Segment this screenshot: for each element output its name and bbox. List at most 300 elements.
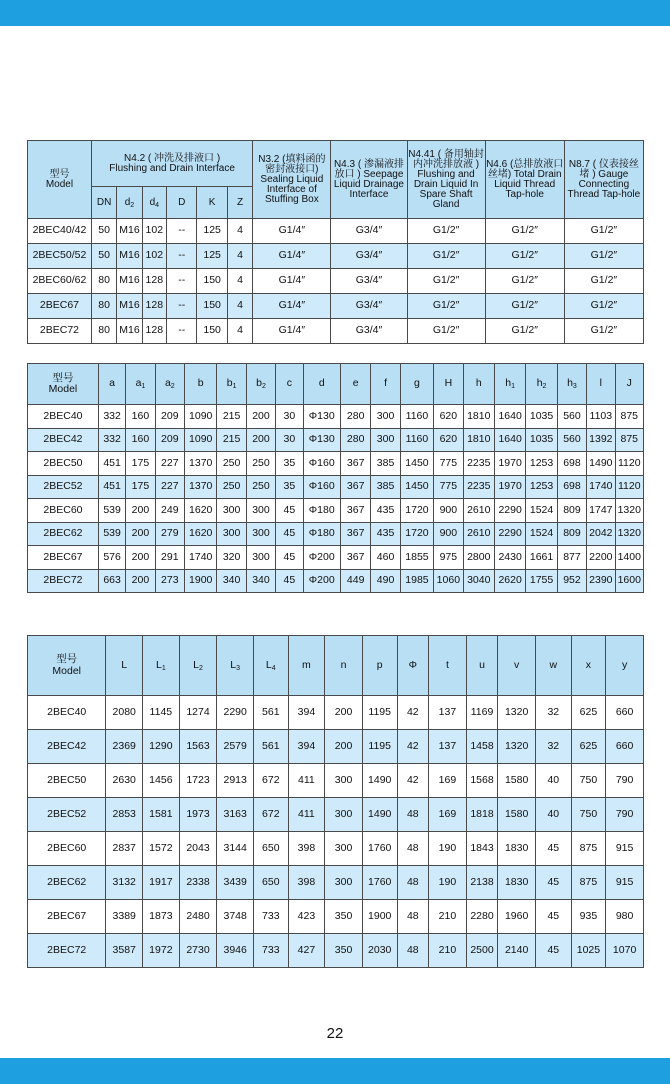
table-cell: 200 — [325, 730, 363, 764]
column-header — [434, 364, 463, 405]
model-cell: 2BEC40/42 — [28, 219, 92, 244]
column-header-symbol: l — [599, 377, 602, 390]
column-header — [179, 636, 217, 696]
table-cell: 1740 — [185, 546, 217, 570]
model-cell: 2BEC72 — [28, 319, 92, 344]
table-cell: 1490 — [362, 764, 397, 798]
table-row — [28, 546, 644, 570]
model-cell: 2BEC52 — [28, 798, 106, 832]
nozzle-interface-table — [27, 140, 644, 344]
table-cell: 790 — [606, 764, 644, 798]
table-cell: 1985 — [400, 569, 433, 593]
table-row — [28, 900, 644, 934]
table-cell: 128 — [142, 319, 166, 344]
table-cell: 1720 — [400, 522, 433, 546]
table-cell: 2043 — [179, 832, 217, 866]
table-cell: G3/4″ — [331, 244, 407, 269]
table-cell: 2369 — [106, 730, 143, 764]
table-cell: 1810 — [463, 405, 494, 429]
table-cell: 1755 — [526, 569, 557, 593]
n43-header: N4.3 ( 渗漏液排放口 ) Seepage Liquid Drainage Interface — [331, 141, 407, 219]
table-cell: 190 — [429, 832, 467, 866]
table-row — [28, 319, 644, 344]
column-header-symbol: h — [505, 377, 512, 390]
table-cell: 250 — [217, 452, 246, 476]
table-cell: 435 — [371, 499, 400, 523]
model-header-en: Model — [48, 383, 78, 395]
table-cell: 1195 — [362, 696, 397, 730]
column-header-subscript: 3 — [572, 383, 577, 391]
column-header — [362, 636, 397, 696]
table-cell: 1855 — [400, 546, 433, 570]
table-cell: 394 — [288, 696, 325, 730]
table-cell: 435 — [371, 522, 400, 546]
table-cell: 80 — [91, 294, 116, 319]
table-cell: 698 — [557, 475, 586, 499]
table-cell: 1320 — [615, 522, 644, 546]
column-header-symbol: h — [475, 377, 482, 390]
table-cell: 385 — [371, 452, 400, 476]
table-cell: 1450 — [400, 475, 433, 499]
table-cell: 48 — [397, 900, 429, 934]
table-cell: 200 — [126, 499, 155, 523]
table-cell: 367 — [340, 452, 370, 476]
table-cell: 1490 — [362, 798, 397, 832]
model-cell: 2BEC72 — [28, 569, 99, 593]
table-cell: 250 — [246, 452, 275, 476]
table-cell: G3/4″ — [331, 319, 407, 344]
table-cell: 1392 — [587, 428, 615, 452]
column-header-symbol: b — [256, 377, 262, 390]
table-cell: 625 — [571, 730, 606, 764]
table-cell: 2837 — [106, 832, 143, 866]
table-cell: M16 — [117, 294, 142, 319]
column-header — [526, 364, 557, 405]
table-cell: G1/2″ — [407, 244, 485, 269]
table-cell: 300 — [246, 546, 275, 570]
column-header-symbol: L — [155, 658, 162, 671]
column-header — [400, 364, 433, 405]
table-cell: 250 — [217, 475, 246, 499]
table-cell: 367 — [340, 546, 370, 570]
column-header — [217, 636, 254, 696]
table-cell: 2140 — [498, 934, 536, 968]
table-cell: 250 — [246, 475, 275, 499]
column-header — [126, 364, 155, 405]
column-header — [325, 636, 363, 696]
table-cell: 975 — [434, 546, 463, 570]
table-cell: 875 — [615, 428, 644, 452]
column-header — [288, 636, 325, 696]
table-cell: 1090 — [185, 405, 217, 429]
table-cell: 4 — [227, 269, 252, 294]
table-cell: 3040 — [463, 569, 494, 593]
column-header — [185, 364, 217, 405]
table-cell: 102 — [142, 219, 166, 244]
table-cell: 2290 — [494, 522, 525, 546]
table-cell: 2913 — [217, 764, 254, 798]
model-cell: 2BEC72 — [28, 934, 106, 968]
table-cell: 2338 — [179, 866, 217, 900]
table-cell: 1740 — [587, 475, 615, 499]
column-header-symbol: b — [226, 377, 233, 390]
table-cell: 210 — [429, 934, 467, 968]
table-cell: 398 — [288, 832, 325, 866]
table-cell: G1/2″ — [407, 319, 485, 344]
model-cell: 2BEC60 — [28, 499, 99, 523]
table-cell: 561 — [253, 730, 288, 764]
n441-header: N4.41 ( 备用轴封内冲洗排放液 ) Flushing and Drain Liquid In Spare Shaft Gland — [407, 141, 485, 219]
table-cell: 169 — [429, 764, 467, 798]
table-cell: 200 — [325, 696, 363, 730]
table-cell: 3946 — [217, 934, 254, 968]
dimension-table-b — [27, 635, 644, 968]
column-header — [466, 636, 498, 696]
table-cell: 3748 — [217, 900, 254, 934]
table-cell: 1972 — [143, 934, 180, 968]
table-cell: 279 — [155, 522, 184, 546]
table-cell: 1370 — [185, 452, 217, 476]
table-cell: 1900 — [185, 569, 217, 593]
table-cell: 3587 — [106, 934, 143, 968]
table-cell: 1830 — [498, 866, 536, 900]
table-cell: 45 — [276, 499, 303, 523]
table-cell: M16 — [117, 319, 142, 344]
table-cell: 200 — [246, 428, 275, 452]
table-cell: 1160 — [400, 428, 433, 452]
column-header — [494, 364, 525, 405]
table-cell: Φ130 — [303, 405, 340, 429]
table-cell: G1/2″ — [564, 294, 643, 319]
model-cell: 2BEC60 — [28, 832, 106, 866]
table-cell: G1/2″ — [407, 269, 485, 294]
column-header-subscript: 2 — [261, 383, 266, 391]
model-cell: 2BEC60/62 — [28, 269, 92, 294]
table-cell: 1917 — [143, 866, 180, 900]
table-cell: 1195 — [362, 730, 397, 764]
column-header-symbol: e — [352, 377, 359, 390]
table-cell: 4 — [227, 219, 252, 244]
table-cell: 1640 — [494, 405, 525, 429]
table-cell: 449 — [340, 569, 370, 593]
table-cell: 775 — [434, 452, 463, 476]
table-cell: 35 — [276, 452, 303, 476]
table-cell: 1580 — [498, 764, 536, 798]
column-header-subscript: 4 — [155, 201, 160, 209]
table-cell: 2500 — [466, 934, 498, 968]
table-cell: 300 — [325, 764, 363, 798]
table-cell: G1/2″ — [564, 269, 643, 294]
table-cell: 733 — [253, 934, 288, 968]
table-cell: 210 — [429, 900, 467, 934]
table-cell: 1160 — [400, 405, 433, 429]
table-cell: 2042 — [587, 522, 615, 546]
table-cell: 1873 — [143, 900, 180, 934]
table-cell: 385 — [371, 475, 400, 499]
table-cell: 561 — [253, 696, 288, 730]
table-cell: 45 — [535, 900, 571, 934]
table-cell: 1458 — [466, 730, 498, 764]
table-cell: 1370 — [185, 475, 217, 499]
table-cell: 332 — [98, 428, 125, 452]
column-header-subscript: 2 — [542, 383, 547, 391]
table-cell: 1970 — [494, 475, 525, 499]
column-header-symbol: a — [164, 377, 171, 390]
column-header — [371, 364, 400, 405]
model-cell: 2BEC52 — [28, 475, 99, 499]
column-header-symbol: n — [340, 658, 347, 671]
table-cell: Φ180 — [303, 499, 340, 523]
table-cell: 1290 — [143, 730, 180, 764]
table-row — [28, 934, 644, 968]
table-cell: 620 — [434, 428, 463, 452]
table-cell: 300 — [246, 522, 275, 546]
table-row — [28, 428, 644, 452]
table-cell: 1747 — [587, 499, 615, 523]
column-header — [246, 364, 275, 405]
table-cell: 398 — [288, 866, 325, 900]
table-cell: 1563 — [179, 730, 217, 764]
column-header — [117, 187, 142, 219]
table-cell: 200 — [126, 522, 155, 546]
column-header-symbol: v — [514, 658, 520, 671]
table-cell: 1490 — [587, 452, 615, 476]
model-header — [28, 636, 106, 696]
column-header-symbol: H — [444, 377, 453, 390]
model-header-cn: 型号 — [52, 371, 74, 384]
table-cell: 150 — [197, 269, 227, 294]
column-header — [253, 636, 288, 696]
column-header — [397, 636, 429, 696]
table-cell: G1/2″ — [485, 294, 564, 319]
table-cell: 980 — [606, 900, 644, 934]
table-cell: 1456 — [143, 764, 180, 798]
dimension-table-a — [27, 363, 644, 593]
table-cell: 128 — [142, 269, 166, 294]
table-cell: 4 — [227, 294, 252, 319]
table-cell: G3/4″ — [331, 219, 407, 244]
model-header-en: Model — [52, 664, 81, 677]
table-row — [28, 294, 644, 319]
table-cell: 1900 — [362, 900, 397, 934]
table-row — [28, 832, 644, 866]
table-cell: 1103 — [587, 405, 615, 429]
table-cell: Φ160 — [303, 452, 340, 476]
table-row — [28, 269, 644, 294]
table-cell: 1760 — [362, 832, 397, 866]
table-cell: 280 — [340, 428, 370, 452]
table-cell: 1450 — [400, 452, 433, 476]
table-cell: 2430 — [494, 546, 525, 570]
column-header-symbol: c — [286, 377, 292, 390]
table-cell: 1973 — [179, 798, 217, 832]
table-cell: 2290 — [217, 696, 254, 730]
table-cell: M16 — [117, 269, 142, 294]
table-cell: M16 — [117, 219, 142, 244]
table-cell: 209 — [155, 405, 184, 429]
model-header-en: Model — [45, 178, 74, 190]
table-cell: 1810 — [463, 428, 494, 452]
table-cell: 1025 — [571, 934, 606, 968]
table-cell: 394 — [288, 730, 325, 764]
table-cell: 915 — [606, 866, 644, 900]
table-cell: 698 — [557, 452, 586, 476]
column-header-symbol: K — [208, 196, 216, 208]
table-cell: 350 — [325, 900, 363, 934]
table-cell: 2290 — [494, 499, 525, 523]
table-cell: 160 — [126, 428, 155, 452]
table-cell: 300 — [246, 499, 275, 523]
table-cell: 1970 — [494, 452, 525, 476]
table-cell: 427 — [288, 934, 325, 968]
table-row — [28, 499, 644, 523]
table-cell: G1/2″ — [485, 244, 564, 269]
table-cell: 50 — [91, 219, 116, 244]
table-cell: 137 — [429, 730, 467, 764]
table-cell: Φ180 — [303, 522, 340, 546]
table-cell: 2630 — [106, 764, 143, 798]
table-cell: 175 — [126, 475, 155, 499]
table-cell: Φ160 — [303, 475, 340, 499]
table-cell: 877 — [557, 546, 586, 570]
n42-title: N4.2 ( 冲洗及排液口 ) — [124, 152, 221, 164]
table-cell: 300 — [217, 499, 246, 523]
table-cell: 125 — [197, 219, 227, 244]
column-header — [535, 636, 571, 696]
table-cell: 2280 — [466, 900, 498, 934]
table-cell: 2579 — [217, 730, 254, 764]
column-header-symbol: L — [230, 658, 237, 671]
column-header-symbol: u — [479, 658, 485, 671]
table-cell: 1070 — [606, 934, 644, 968]
column-header-subscript: 1 — [141, 383, 146, 391]
table-cell: 350 — [325, 934, 363, 968]
table-cell: 3163 — [217, 798, 254, 832]
table-cell: 1723 — [179, 764, 217, 798]
table-cell: 169 — [429, 798, 467, 832]
table-cell: 150 — [197, 294, 227, 319]
column-header — [91, 187, 116, 219]
table-cell: 48 — [397, 866, 429, 900]
table-cell: 1320 — [498, 696, 536, 730]
table-row — [28, 730, 644, 764]
table-cell: 1400 — [615, 546, 644, 570]
table-cell: 45 — [535, 934, 571, 968]
column-header — [340, 364, 370, 405]
table-cell: 1120 — [615, 452, 644, 476]
table-cell: 2390 — [587, 569, 615, 593]
column-header — [166, 187, 196, 219]
n46-header: N4.6 (总排放液口丝堵) Total Drain Liquid Thread Tap-hole — [485, 141, 564, 219]
column-header-symbol: x — [585, 658, 592, 671]
column-header — [557, 364, 586, 405]
table-cell: 300 — [217, 522, 246, 546]
table-row — [28, 405, 644, 429]
table-cell: 2480 — [179, 900, 217, 934]
table-cell: 42 — [397, 696, 429, 730]
column-header-subscript: 3 — [236, 664, 241, 672]
table-cell: 340 — [217, 569, 246, 593]
table-cell: 227 — [155, 452, 184, 476]
column-header-symbol: D — [178, 196, 186, 208]
table-row — [28, 219, 644, 244]
column-header-symbol: g — [414, 377, 420, 390]
table-cell: 300 — [371, 405, 400, 429]
table-cell: 30 — [276, 428, 303, 452]
table-cell: 2030 — [362, 934, 397, 968]
column-header-subscript: 2 — [130, 201, 135, 209]
column-header-symbol: t — [445, 658, 449, 671]
column-header-symbol: d — [149, 196, 156, 208]
table-cell: 35 — [276, 475, 303, 499]
table-row — [28, 696, 644, 730]
table-row — [28, 798, 644, 832]
table-cell: 209 — [155, 428, 184, 452]
table-cell: G3/4″ — [331, 269, 407, 294]
table-cell: 367 — [340, 475, 370, 499]
table-cell: 50 — [91, 244, 116, 269]
model-cell: 2BEC67 — [28, 546, 99, 570]
column-header-symbol: h — [567, 377, 573, 390]
model-header-cn: 型号 — [56, 653, 78, 666]
table-cell: 2730 — [179, 934, 217, 968]
table-cell: 576 — [98, 546, 125, 570]
table-cell: 48 — [397, 798, 429, 832]
table-cell: 1760 — [362, 866, 397, 900]
table-cell: 249 — [155, 499, 184, 523]
table-cell: 2853 — [106, 798, 143, 832]
column-header-symbol: a — [109, 377, 115, 390]
table-cell: 875 — [571, 832, 606, 866]
table-cell: 1320 — [615, 499, 644, 523]
column-header-subscript: 2 — [170, 383, 175, 391]
column-header-symbol: b — [197, 377, 204, 390]
table-cell: 1720 — [400, 499, 433, 523]
table-cell: 1620 — [185, 522, 217, 546]
table-cell: 2610 — [463, 522, 494, 546]
table-cell: 3132 — [106, 866, 143, 900]
table-cell: 750 — [571, 798, 606, 832]
n32-header: N3.2 (填料函的密封液接口) Sealing Liquid Interface of Stuffing Box — [253, 141, 331, 219]
table-cell: -- — [166, 219, 196, 244]
table-cell: 45 — [276, 522, 303, 546]
table-cell: 900 — [434, 499, 463, 523]
table-cell: 451 — [98, 452, 125, 476]
table-cell: 1274 — [179, 696, 217, 730]
table-cell: 560 — [557, 428, 586, 452]
table-cell: 2235 — [463, 475, 494, 499]
column-header-subscript: 1 — [511, 383, 516, 391]
n42-subtitle: Flushing and Drain Interface — [109, 162, 235, 174]
column-header — [276, 364, 303, 405]
column-header-subscript: 4 — [271, 664, 276, 672]
table-cell: 332 — [98, 405, 125, 429]
table-cell: 733 — [253, 900, 288, 934]
table-cell: 1830 — [498, 832, 536, 866]
table-cell: 300 — [325, 798, 363, 832]
table-cell: 935 — [571, 900, 606, 934]
table-cell: 32 — [535, 696, 571, 730]
table-cell: 952 — [557, 569, 586, 593]
column-header — [615, 364, 644, 405]
top-color-band — [0, 0, 670, 26]
table-cell: 48 — [397, 832, 429, 866]
column-header — [155, 364, 184, 405]
table-cell: Φ200 — [303, 569, 340, 593]
table-cell: 45 — [535, 866, 571, 900]
table-cell: 1600 — [615, 569, 644, 593]
table-cell: 320 — [217, 546, 246, 570]
